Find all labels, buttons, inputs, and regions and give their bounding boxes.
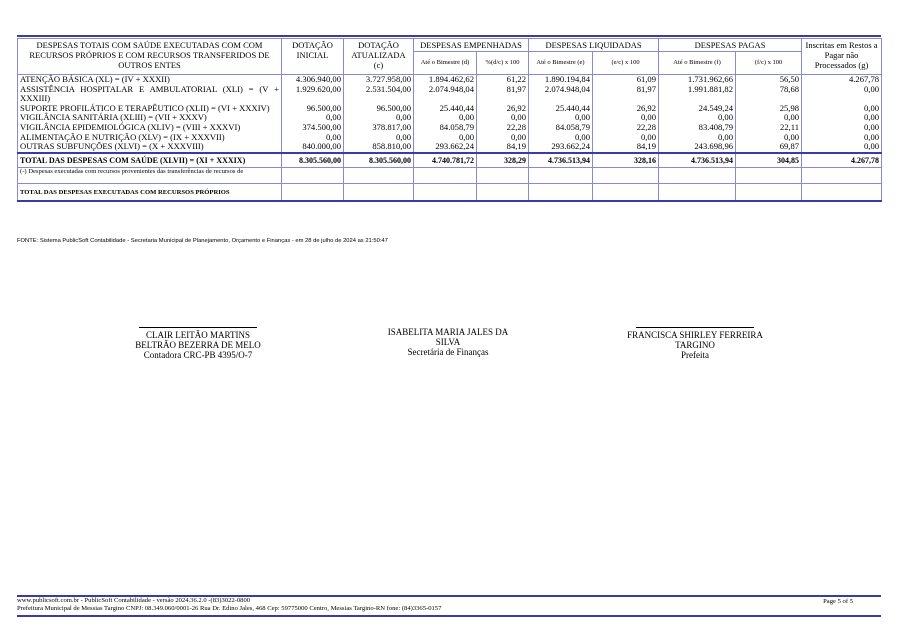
signature-role: Contadora CRC-PB 4395/O-7 xyxy=(143,350,253,360)
row-value-pag: 1.731.962,66 xyxy=(659,75,736,85)
top-rule xyxy=(17,35,881,37)
source-note: FONTE: Sistema PublicSoft Contabilidade - Secretaria Municipal de Planejamento, Orçamento e Finanças - em 28 de julho de 2024 as 21:50:47 xyxy=(17,238,388,244)
header-liquidadas: DESPESAS LIQUIDADAS xyxy=(529,39,659,52)
row-value-emp: 25.440,44 xyxy=(414,104,477,114)
subheader-emp-bimestre: Até o Bimestre (d) xyxy=(414,52,477,75)
footer xyxy=(17,597,881,613)
total-pag-pct: 304,85 xyxy=(736,153,802,168)
row-value-ini: 374.500,00 xyxy=(282,123,344,133)
footer-line-1: www.publicsoft.com.br - PublicSoft Contabilidade - versão 2024.36.2.0 -(83)3022-0800 xyxy=(17,597,251,604)
row-value-atu: 858.810,00 xyxy=(344,142,414,153)
row-value-atu: 0,00 xyxy=(344,113,414,123)
signature-name: FRANCISCA SHIRLEY FERREIRA TARGINO xyxy=(627,330,763,350)
total-atu: 8.305.560,00 xyxy=(344,153,414,168)
row-value-pag-pct: 22,11 xyxy=(736,123,802,133)
row-value-liq: 0,00 xyxy=(529,113,593,123)
row-value-atu: 0,00 xyxy=(344,133,414,143)
total-rp: 4.267,78 xyxy=(802,153,882,168)
row-value-emp: 1.894.462,62 xyxy=(414,75,477,85)
row-value-pag-pct: 25,98 xyxy=(736,104,802,114)
row-value-liq: 293.662,24 xyxy=(529,142,593,153)
total-ini: 8.305.560,00 xyxy=(282,153,344,168)
total-row xyxy=(18,153,882,168)
row-value-liq-pct: 61,09 xyxy=(593,75,659,85)
row-value-pag-pct: 0,00 xyxy=(736,133,802,143)
row-value-rp: 0,00 xyxy=(802,123,882,133)
signature-role: Secretária de Finanças xyxy=(407,347,489,357)
row-value-liq-pct: 22,28 xyxy=(593,123,659,133)
row-value-ini: 0,00 xyxy=(282,133,344,143)
total-liq-pct: 328,16 xyxy=(593,153,659,168)
table-row xyxy=(18,85,882,104)
signature-contadora xyxy=(128,327,268,360)
row-value-ini: 4.306.940,00 xyxy=(282,75,344,85)
row-value-rp: 4.267,78 xyxy=(802,75,882,85)
row-value-rp: 0,00 xyxy=(802,133,882,143)
header-dotacao-atualizada: DOTAÇÃO ATUALIZADA (c) xyxy=(344,39,414,75)
row-value-emp-pct: 84,19 xyxy=(477,142,529,153)
row-value-liq-pct: 0,00 xyxy=(593,133,659,143)
row-value-pag: 24.549,24 xyxy=(659,104,736,114)
signature-secretaria xyxy=(378,327,518,357)
row-value-pag: 1.991.881,82 xyxy=(659,85,736,104)
subheader-emp-pct: %(d/c) x 100 xyxy=(477,52,529,75)
header-description: DESPESAS TOTAIS COM SAÚDE EXECUTADAS COM COM RECURSOS PRÓPRIOS E COM RECURSOS TRANSFERIDOS DE OUTROS ENTES xyxy=(18,39,282,75)
row-value-liq: 84.058,79 xyxy=(529,123,593,133)
row-value-liq-pct: 84,19 xyxy=(593,142,659,153)
row-description: OUTRAS SUBFUNÇÕES (XLVI) = (X + XXXVIII) xyxy=(18,142,282,153)
footer-line-2: Prefeitura Municipal de Messias Targino CNPJ: 08.349.060/0001-26 Rua Dr. Edino Jales, 468 Cep: 59775000 Centro, Messias Targino-RN fone: (84)3365-0157 xyxy=(17,605,442,612)
total-emp: 4.740.781,72 xyxy=(414,153,477,168)
row-value-liq: 25.440,44 xyxy=(529,104,593,114)
signature-role: Prefeita xyxy=(681,350,709,360)
header-empenhadas: DESPESAS EMPENHADAS xyxy=(414,39,529,52)
row-value-rp: 0,00 xyxy=(802,85,882,104)
row-value-ini: 1.929.620,00 xyxy=(282,85,344,104)
row-value-ini: 0,00 xyxy=(282,113,344,123)
row-value-emp: 293.662,24 xyxy=(414,142,477,153)
header-pagas: DESPESAS PAGAS xyxy=(659,39,802,52)
row-value-liq: 0,00 xyxy=(529,133,593,143)
row-value-atu: 2.531.504,00 xyxy=(344,85,414,104)
subheader-liq-pct: (e/c) x 100 xyxy=(593,52,659,75)
row-value-pag: 243.698,96 xyxy=(659,142,736,153)
subheader-pag-pct: (f/c) x 100 xyxy=(736,52,802,75)
row-value-emp: 0,00 xyxy=(414,133,477,143)
row-value-atu: 3.727.958,00 xyxy=(344,75,414,85)
row-value-emp-pct: 61,22 xyxy=(477,75,529,85)
total-pag: 4.736.513,94 xyxy=(659,153,736,168)
subheader-liq-bimestre: Até o Bimestre (e) xyxy=(529,52,593,75)
row-value-ini: 96.500,00 xyxy=(282,104,344,114)
row-value-rp: 0,00 xyxy=(802,104,882,114)
row-value-pag-pct: 56,50 xyxy=(736,75,802,85)
row-value-rp: 0,00 xyxy=(802,142,882,153)
row-value-liq-pct: 0,00 xyxy=(593,113,659,123)
deduction-row xyxy=(18,168,882,184)
row-value-rp: 0,00 xyxy=(802,113,882,123)
row-value-emp-pct: 0,00 xyxy=(477,113,529,123)
row-description: SUPORTE PROFILÁTICO E TERAPÊUTICO (XLII) = (VI + XXXIV) xyxy=(18,104,282,114)
row-value-pag: 83.408,79 xyxy=(659,123,736,133)
total-desc: TOTAL DAS DESPESAS COM SAÚDE (XLVII) = (XI + XXXIX) xyxy=(18,153,282,168)
health-expenses-table xyxy=(17,38,882,202)
row-value-emp: 2.074.948,04 xyxy=(414,85,477,104)
header-restos-a-pagar: Inscritas em Restos a Pagar não Processados (g) xyxy=(802,39,882,75)
row-value-emp-pct: 26,92 xyxy=(477,104,529,114)
row-value-emp-pct: 0,00 xyxy=(477,133,529,143)
own-resources-label: TOTAL DAS DESPESAS EXECUTADAS COM RECURSOS PRÓPRIOS xyxy=(18,184,282,202)
row-value-liq: 1.890.194,84 xyxy=(529,75,593,85)
signature-prefeita xyxy=(625,327,765,360)
row-value-emp: 84.058,79 xyxy=(414,123,477,133)
row-value-ini: 840.000,00 xyxy=(282,142,344,153)
subheader-pag-bimestre: Até o Bimestre (f) xyxy=(659,52,736,75)
table-row xyxy=(18,142,882,153)
row-value-liq-pct: 26,92 xyxy=(593,104,659,114)
header-dotacao-inicial: DOTAÇÃO INICIAL xyxy=(282,39,344,75)
row-description: ASSISTÊNCIA HOSPITALAR E AMBULATORIAL (XLI) = (V + XXXIII) xyxy=(18,85,282,104)
total-liq: 4.736.513,94 xyxy=(529,153,593,168)
row-value-pag-pct: 69,87 xyxy=(736,142,802,153)
own-resources-total-row xyxy=(18,184,882,202)
row-value-pag-pct: 78,68 xyxy=(736,85,802,104)
row-value-atu: 96.500,00 xyxy=(344,104,414,114)
signature-name: CLAIR LEITÃO MARTINS BELTRÃO BEZERRA DE MELO xyxy=(135,330,261,350)
row-value-emp-pct: 22,28 xyxy=(477,123,529,133)
deduction-label: (-) Despesas executadas com recursos provenientes das transferências de recursos de xyxy=(18,168,282,184)
row-value-pag: 0,00 xyxy=(659,113,736,123)
bottom-rule xyxy=(17,615,881,617)
row-value-liq: 2.074.948,04 xyxy=(529,85,593,104)
page-number: Page 5 of 5 xyxy=(823,598,853,605)
row-description: ALIMENTAÇÃO E NUTRIÇÃO (XLV) = (IX + XXXVII) xyxy=(18,133,282,143)
row-value-emp: 0,00 xyxy=(414,113,477,123)
row-description: VIGILÂNCIA SANITÁRIA (XLIII) = (VII + XXXV) xyxy=(18,113,282,123)
row-value-pag: 0,00 xyxy=(659,133,736,143)
row-description: VIGILÂNCIA EPIDEMIOLÓGICA (XLIV) = (VIII + XXXVI) xyxy=(18,123,282,133)
row-value-atu: 378.817,00 xyxy=(344,123,414,133)
row-value-emp-pct: 81,97 xyxy=(477,85,529,104)
row-value-pag-pct: 0,00 xyxy=(736,113,802,123)
signature-name: ISABELITA MARIA JALES DA SILVA xyxy=(387,327,509,347)
total-emp-pct: 328,29 xyxy=(477,153,529,168)
row-description: ATENÇÃO BÁSICA (XL) = (IV + XXXII) xyxy=(18,75,282,85)
row-value-liq-pct: 81,97 xyxy=(593,85,659,104)
